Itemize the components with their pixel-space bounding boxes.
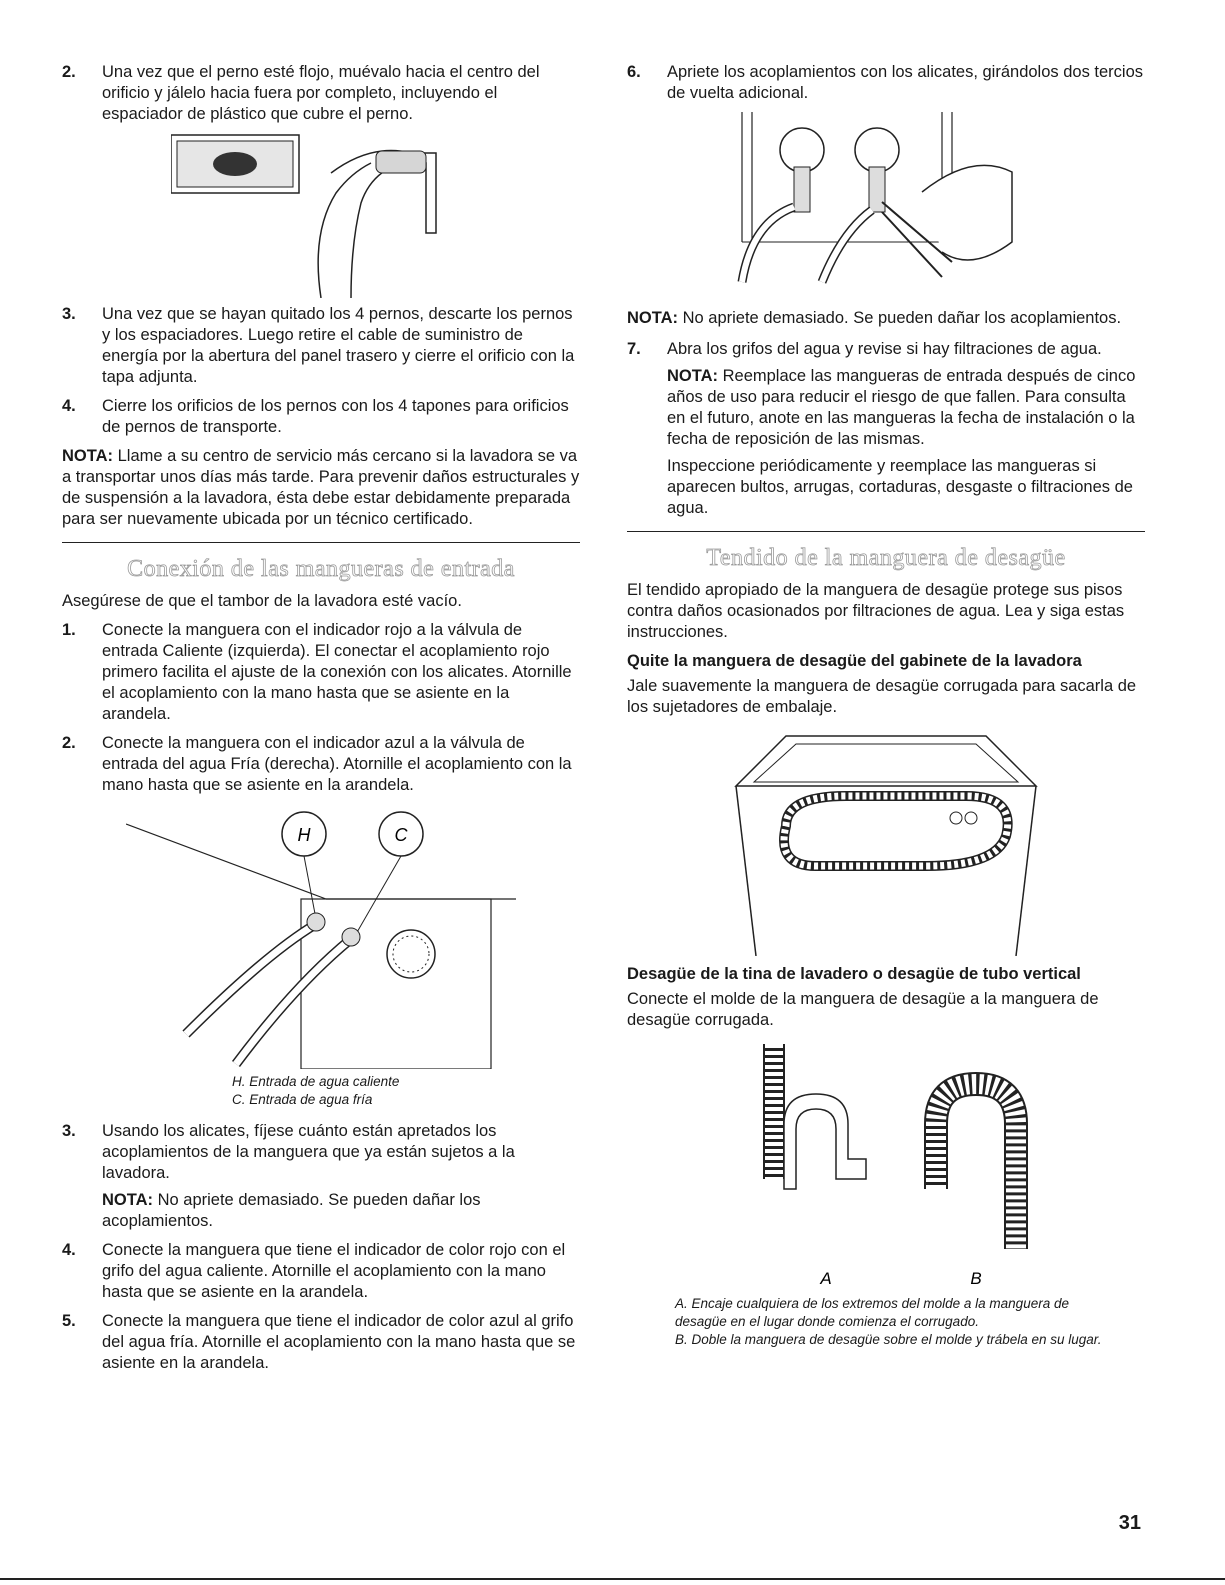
drain-figure-caption [627,1289,1145,1349]
label-b: B [970,1269,982,1288]
inlet-step-1 [62,620,580,725]
note-label: NOTA: [667,367,719,385]
section-divider [627,531,1145,532]
step-number: 4. [62,1241,76,1259]
hose-step-3 [62,1121,580,1232]
step-number: 3. [62,1122,76,1140]
inlet-step-2 [62,733,580,796]
section-divider [62,542,580,543]
inlet-valves-illustration [126,804,516,1069]
step-text: Conecte la manguera que tiene el indicador de color azul al grifo del agua fría. Atornille el acoplamiento con la mano hasta que se asiente en la arandela. [102,1312,576,1372]
hose-step-4 [62,1240,580,1303]
step-text: Apriete los acoplamientos con los alicates, girándolos dos tercios de vuelta adicional. [667,63,1144,102]
step-text: Cierre los orificios de los pernos con los 4 tapones para orificios de pernos de transporte. [102,397,569,436]
note-label: NOTA: [102,1191,154,1209]
step-text: Abra los grifos del agua y revise si hay filtraciones de agua. [667,340,1102,358]
left-column [62,62,580,1382]
page-number: 31 [1118,1512,1141,1534]
label-a: A [820,1269,832,1288]
step-number: 1. [62,621,76,639]
step-3 [62,304,580,388]
caption-c: C. Entrada de agua fría [232,1092,373,1107]
caption-h: H. Entrada de agua caliente [232,1074,400,1089]
step-note [102,1190,580,1232]
note-label: NOTA: [627,309,679,327]
step-number: 6. [627,63,641,81]
subhead-laundry-tub-drain: Desagüe de la tina de lavadero o desagüe de tubo vertical [627,965,1081,983]
drain-hose-form-illustration [736,1039,1036,1289]
intro-text: Asegúrese de que el tambor de la lavadora esté vacío. [62,592,462,610]
washer-back-illustration [726,726,1046,956]
note-text: No apriete demasiado. Se pueden dañar los acoplamientos. [102,1191,481,1230]
note-text: No apriete demasiado. Se pueden dañar los acoplamientos. [682,309,1122,327]
note [62,446,580,530]
section-title-inlet-hoses: Conexión de las mangueras de entrada [127,556,515,582]
drain-form-text: Conecte el molde de la manguera de desagüe a la manguera de desagüe corrugada. [627,990,1099,1029]
subhead-remove-drain-hose: Quite la manguera de desagüe del gabinete de la lavadora [627,652,1082,670]
note-1 [627,308,1145,329]
step-text: Una vez que el perno esté flojo, muévalo hacia el centro del orificio y jálelo hacia fuera por completo, incluyendo el espaciador de plástico que cubre el perno. [102,63,540,123]
caption-a: A. Encaje cualquiera de los extremos del molde a la manguera de desagüe en el lugar donde comienza el corrugado. [675,1296,1069,1329]
step-text: Conecte la manguera con el indicador rojo a la válvula de entrada Caliente (izquierda). El conectar el acoplamiento rojo primero facilita el ajuste de la conexión con los alicates. Atornille el acoplamiento con la mano hasta que se asiente en la arandela. [102,621,572,723]
step-note [667,366,1145,450]
step-number: 3. [62,305,76,323]
note-text: Llame a su centro de servicio más cercano si la lavadora se va a transportar unos días más tarde. Para prevenir daños estructurales y de suspensión a la lavadora, ésta debe estar debidamente preparada para ser nuevamente ubicada por un técnico certificado. [62,447,580,528]
note-text: Reemplace las mangueras de entrada después de cinco años de uso para reducir el riesgo de que fallen. Para consulta en el futuro, anote en las mangueras la fecha de instalación o la fecha de reposición de las mismas. [667,367,1136,448]
remove-hose-text: Jale suavemente la manguera de desagüe corrugada para sacarla de los sujetadores de embalaje. [627,677,1137,716]
step-number: 4. [62,397,76,415]
inlet-figure-caption [62,1073,580,1109]
step-6 [627,62,1145,104]
step-number: 2. [62,63,76,81]
section-title-drain-hose: Tendido de la manguera de desagüe [706,545,1066,571]
step-text: Usando los alicates, fíjese cuánto están apretados los acoplamientos de la manguera que ya están sujetos a la lavadora. [102,1122,515,1182]
step-number: 2. [62,734,76,752]
inspection-text: Inspeccione periódicamente y reemplace las mangueras si aparecen bultos, arrugas, cortaduras, desgaste o filtraciones de agua. [667,457,1133,517]
step-7 [627,339,1145,519]
right-column [627,62,1145,1349]
label-c: C [394,825,408,845]
hose-step-5 [62,1311,580,1374]
step-2 [62,62,580,125]
step-text: Una vez que se hayan quitado los 4 pernos, descarte los pernos y los espaciadores. Luego retire el cable de suministro de energía por la abertura del panel trasero y cierre el orificio con la tapa adjunta. [102,305,575,386]
step-text: Conecte la manguera que tiene el indicador de color rojo con el grifo del agua caliente. Atornille el acoplamiento con la mano hasta que se asiente en la arandela. [102,1241,566,1301]
step-number: 5. [62,1312,76,1330]
caption-b: B. Doble la manguera de desagüe sobre el molde y trábela en su lugar. [675,1332,1102,1347]
step-number: 7. [627,340,641,358]
bolt-removal-illustration [171,133,471,298]
label-h: H [297,825,311,845]
note-label: NOTA: [62,447,114,465]
bottom-border [0,1578,1225,1580]
step-4 [62,396,580,438]
step-text: Conecte la manguera con el indicador azul a la válvula de entrada del agua Fría (derecha). Atornille el acoplamiento con la mano hasta que se asiente en la arandela. [102,734,572,794]
intro-text: El tendido apropiado de la manguera de desagüe protege sus pisos contra daños ocasionados por filtraciones de agua. Lea y siga estas instrucciones. [627,581,1125,641]
pliers-tightening-illustration [732,112,1032,302]
